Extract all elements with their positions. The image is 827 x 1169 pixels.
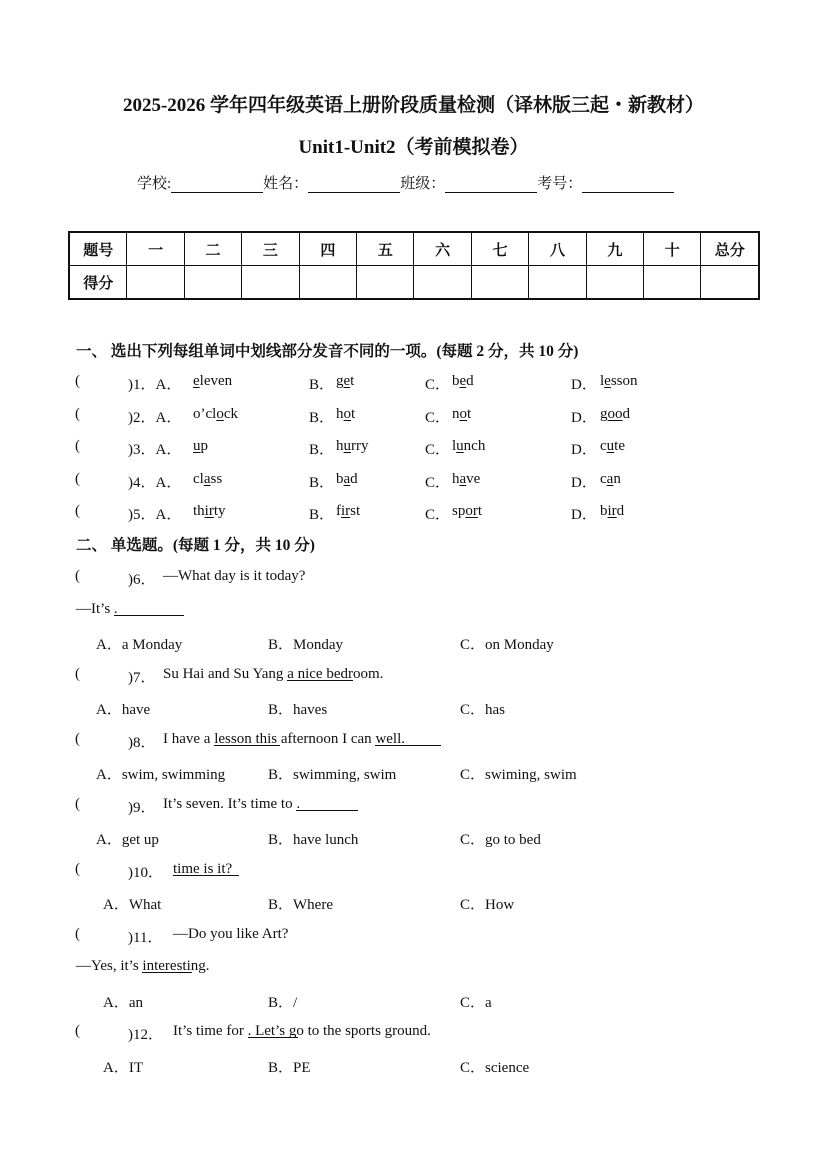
word-part: d: [466, 373, 474, 389]
underlined-part: ir: [204, 503, 214, 519]
name-label: 姓名：: [263, 176, 309, 192]
answer-paren[interactable]: (: [75, 730, 80, 747]
options-line: [0, 893, 827, 915]
option-c[interactable]: C．a: [460, 994, 492, 1011]
option-a[interactable]: A．an: [103, 994, 143, 1011]
word-part: g: [600, 405, 608, 422]
exam-no-field[interactable]: [582, 176, 674, 193]
word-part: b: [336, 470, 344, 487]
option-b[interactable]: B．/: [268, 994, 298, 1011]
stem-text: Su Hai and Su Yang: [163, 665, 284, 682]
word-part: rry: [351, 438, 369, 454]
options-line: [0, 698, 827, 720]
word-part: leven: [199, 373, 233, 389]
option-letter: D．: [571, 409, 597, 426]
question-number: )2．A．: [128, 409, 182, 426]
option-b[interactable]: B．Where: [268, 897, 333, 913]
answer-paren[interactable]: (: [75, 470, 80, 487]
options-line: [0, 633, 827, 655]
name-field[interactable]: [308, 176, 400, 193]
stem-text: I have a: [163, 730, 211, 747]
option-letter: D．: [571, 507, 597, 523]
underlined-part: o: [216, 405, 224, 422]
option-word: [452, 373, 474, 390]
question-line: [0, 926, 827, 948]
score-cell[interactable]: [471, 266, 528, 300]
question-line: [0, 861, 827, 883]
word-part: t: [350, 373, 355, 389]
underlined-part: u: [456, 438, 464, 454]
word-part: ty: [213, 503, 226, 519]
stem-text: time is it?: [173, 860, 233, 877]
underlined-part: a: [459, 470, 467, 487]
answer-blank[interactable]: [375, 731, 441, 746]
word-part: d: [622, 405, 630, 422]
word-part: th: [193, 503, 205, 519]
table-header-cell: 七: [471, 232, 528, 266]
school-label: 学校:: [137, 176, 172, 192]
answer-paren[interactable]: (: [75, 795, 80, 812]
answer-paren[interactable]: (: [75, 405, 80, 422]
exam-title: 2025-2026 学年四年级英语上册阶段质量检测（译林版三起・新教材）: [122, 95, 705, 116]
word-part: n: [613, 470, 621, 487]
word-part: l: [452, 438, 457, 454]
option-a[interactable]: A．get up: [96, 832, 159, 848]
stem-text: —Yes, it’s: [76, 958, 139, 974]
option-b[interactable]: B．PE: [268, 1059, 311, 1076]
list-item: [0, 503, 827, 525]
underlined-part: e: [343, 373, 351, 389]
underlined-part: e: [193, 373, 200, 389]
table-header-cell: 二: [184, 232, 241, 266]
score-cell[interactable]: [414, 266, 471, 300]
option-letter: C．: [425, 507, 451, 523]
word-part: f: [336, 503, 341, 519]
word-part: st: [350, 503, 361, 519]
underlined-part: a: [203, 470, 211, 487]
option-word: [452, 471, 480, 488]
stem-text: It’s time for: [173, 1023, 244, 1039]
stem-text: well.: [375, 730, 406, 747]
question-number: )6．: [128, 572, 156, 588]
word-part: t: [351, 405, 356, 422]
question-number: )8．: [128, 734, 156, 751]
exam-no-label: 考号：: [537, 176, 583, 192]
question-number: )11．: [128, 929, 163, 946]
word-part: d: [350, 470, 358, 487]
option-letter: B．: [309, 409, 335, 426]
table-header-cell: 十: [644, 232, 701, 266]
option-letter: D．: [571, 442, 597, 458]
stem-text: —It’s: [76, 600, 111, 617]
option-word: [336, 373, 354, 390]
stem-text: .: [113, 600, 118, 617]
option-word: [336, 471, 358, 488]
word-part: p: [200, 438, 208, 454]
question-number: )1．A．: [128, 377, 182, 393]
options-line: [0, 763, 827, 785]
score-cell[interactable]: [357, 266, 414, 300]
option-b[interactable]: B．have lunch: [268, 832, 359, 848]
option-word: [600, 406, 630, 423]
table-header-cell: 一: [127, 232, 184, 266]
word-part: ss: [210, 470, 223, 487]
score-cell[interactable]: [586, 266, 643, 300]
word-part: sson: [610, 373, 638, 389]
options-line: [0, 991, 827, 1013]
answer-paren[interactable]: (: [75, 925, 80, 942]
word-part: h: [336, 438, 344, 454]
class-label: 班级：: [400, 176, 446, 192]
option-word: [452, 503, 482, 520]
answer-blank[interactable]: [296, 796, 358, 811]
stem-text: . Let’s go to the sports ground.: [247, 1023, 431, 1039]
option-b[interactable]: B．haves: [268, 702, 328, 718]
underlined-part: u: [606, 438, 615, 454]
score-cell[interactable]: [529, 266, 586, 300]
word-part: b: [600, 503, 608, 519]
question-line: [0, 666, 827, 688]
option-letter: B．: [309, 474, 335, 491]
table-row: [69, 266, 759, 300]
answer-paren[interactable]: (: [75, 373, 80, 389]
table-row: [69, 232, 759, 266]
option-letter: D．: [571, 377, 597, 393]
option-a[interactable]: A．swim, swimming: [96, 767, 226, 783]
question-line: [0, 601, 827, 623]
option-letter: C．: [425, 409, 451, 426]
option-c[interactable]: C．has: [460, 702, 506, 718]
answer-paren[interactable]: (: [75, 665, 80, 682]
underlined-part: u: [343, 438, 351, 454]
score-cell[interactable]: [242, 266, 299, 300]
stem-text: lesson this afternoon I can: [214, 730, 372, 747]
score-cell[interactable]: [701, 266, 759, 300]
word-part: cl: [193, 470, 204, 487]
option-word: [452, 438, 485, 455]
score-table: [68, 231, 760, 300]
score-cell[interactable]: [299, 266, 356, 300]
option-word: [336, 503, 360, 520]
class-field[interactable]: [445, 176, 537, 193]
exam-subtitle: Unit1-Unit2（考前模拟卷）: [298, 137, 529, 158]
option-b[interactable]: B．Monday: [268, 637, 344, 653]
word-part: d: [616, 503, 625, 519]
option-word: [193, 438, 208, 455]
underlined-part: a: [606, 470, 614, 487]
word-part: n: [452, 405, 460, 422]
option-c[interactable]: C．on Monday: [460, 637, 554, 653]
word-part: b: [452, 373, 460, 389]
list-item: [0, 438, 827, 460]
option-letter: D．: [571, 474, 597, 491]
option-c[interactable]: C．How: [460, 897, 515, 913]
student-info: [137, 172, 674, 193]
option-letter: B．: [309, 507, 335, 523]
underlined-part: a: [343, 470, 351, 487]
table-header-cell: 六: [414, 232, 471, 266]
word-part: h: [336, 405, 344, 422]
underlined-part: u: [193, 438, 201, 454]
underlined-part: e: [604, 373, 611, 389]
option-c[interactable]: C．swiming, swim: [460, 767, 577, 783]
option-word: [600, 373, 638, 390]
word-part: c: [600, 438, 607, 454]
answer-paren[interactable]: (: [75, 860, 80, 877]
option-letter: B．: [309, 442, 335, 458]
stem-text: a nice bedroom.: [287, 665, 384, 682]
table-header-cell: 八: [529, 232, 586, 266]
word-part: c: [600, 470, 607, 487]
underlined-part: or: [465, 503, 478, 519]
table-header-cell: 五: [357, 232, 414, 266]
underlined-part: o: [459, 405, 467, 422]
table-header-cell: 题号: [69, 232, 127, 266]
option-word: [336, 438, 369, 455]
underlined-part: ir: [607, 503, 617, 519]
option-word: [193, 406, 238, 423]
option-word: [193, 503, 226, 520]
option-letter: C．: [425, 474, 451, 491]
table-header-cell: 总分: [701, 232, 759, 266]
option-b[interactable]: B．swimming, swim: [268, 767, 397, 783]
answer-blank[interactable]: [114, 601, 184, 616]
option-word: [193, 471, 222, 488]
answer-paren[interactable]: (: [75, 568, 80, 584]
option-a[interactable]: A．a Monday: [96, 637, 183, 653]
option-letter: C．: [425, 377, 451, 393]
option-a[interactable]: A．have: [96, 702, 151, 718]
section1-heading: 一、 选出下列每组单词中划线部分发音不同的一项。(每题 2 分，共 10 分): [76, 343, 579, 360]
word-part: te: [614, 438, 625, 454]
word-part: nch: [463, 438, 486, 454]
option-word: [336, 406, 355, 423]
answer-blank[interactable]: [214, 731, 280, 746]
answer-paren[interactable]: (: [75, 1023, 80, 1039]
school-field[interactable]: [171, 176, 263, 193]
option-word: [600, 438, 625, 455]
option-letter: C．: [425, 442, 451, 458]
option-word: [600, 471, 621, 488]
question-number: )5．A．: [128, 507, 182, 523]
question-line: [0, 958, 827, 980]
list-item: [0, 373, 827, 395]
question-line: [0, 796, 827, 818]
word-part: l: [600, 373, 605, 389]
question-number: )9．: [128, 799, 156, 816]
question-line: [0, 568, 827, 590]
underlined-part: oo: [607, 405, 623, 422]
question-number: )12．: [128, 1027, 163, 1043]
answer-blank[interactable]: [142, 958, 192, 973]
stem-text: .: [296, 795, 301, 812]
question-number: )10．: [128, 864, 163, 881]
stem-text: It’s seven. It’s time to: [163, 795, 293, 812]
stem-text: —Do you like Art?: [173, 925, 289, 942]
word-part: g: [336, 373, 344, 389]
underlined-part: o: [343, 405, 351, 422]
answer-blank[interactable]: [248, 1023, 298, 1038]
underlined-part: e: [459, 373, 467, 389]
option-c[interactable]: C．science: [460, 1059, 530, 1076]
list-item: [0, 471, 827, 493]
table-header-cell: 九: [586, 232, 643, 266]
option-a[interactable]: A．IT: [103, 1059, 143, 1076]
answer-paren[interactable]: (: [75, 503, 80, 519]
score-cell[interactable]: [127, 266, 184, 300]
option-letter: B．: [309, 377, 335, 393]
word-part: ve: [466, 470, 481, 487]
score-cell[interactable]: [644, 266, 701, 300]
question-number: )4．A．: [128, 474, 182, 491]
answer-blank[interactable]: [287, 666, 353, 681]
option-c[interactable]: C．go to bed: [460, 832, 541, 848]
question-number: )3．A．: [128, 442, 182, 458]
word-part: t: [467, 405, 472, 422]
word-part: o’cl: [193, 405, 217, 422]
option-word: [600, 503, 624, 520]
score-cell[interactable]: [184, 266, 241, 300]
list-item: [0, 406, 827, 428]
answer-blank[interactable]: [173, 861, 239, 876]
score-label: 得分: [69, 266, 127, 300]
question-number: )7．: [128, 669, 156, 686]
table-header-cell: 三: [242, 232, 299, 266]
word-part: ck: [223, 405, 238, 422]
underlined-part: ir: [341, 503, 351, 519]
word-part: sp: [452, 503, 466, 519]
options-line: [0, 1056, 827, 1078]
section2-heading: 二、 单选题。(每题 1 分，共 10 分): [76, 537, 315, 554]
question-line: [0, 1023, 827, 1045]
word-part: h: [452, 470, 460, 487]
answer-paren[interactable]: (: [75, 438, 80, 454]
option-a[interactable]: A．What: [103, 897, 162, 913]
options-line: [0, 828, 827, 850]
option-word: [193, 373, 232, 390]
table-header-cell: 四: [299, 232, 356, 266]
stem-text: interesting.: [142, 958, 210, 974]
question-line: [0, 731, 827, 753]
word-part: t: [477, 503, 483, 519]
stem-text: —What day is it today?: [163, 568, 306, 584]
option-word: [452, 406, 471, 423]
